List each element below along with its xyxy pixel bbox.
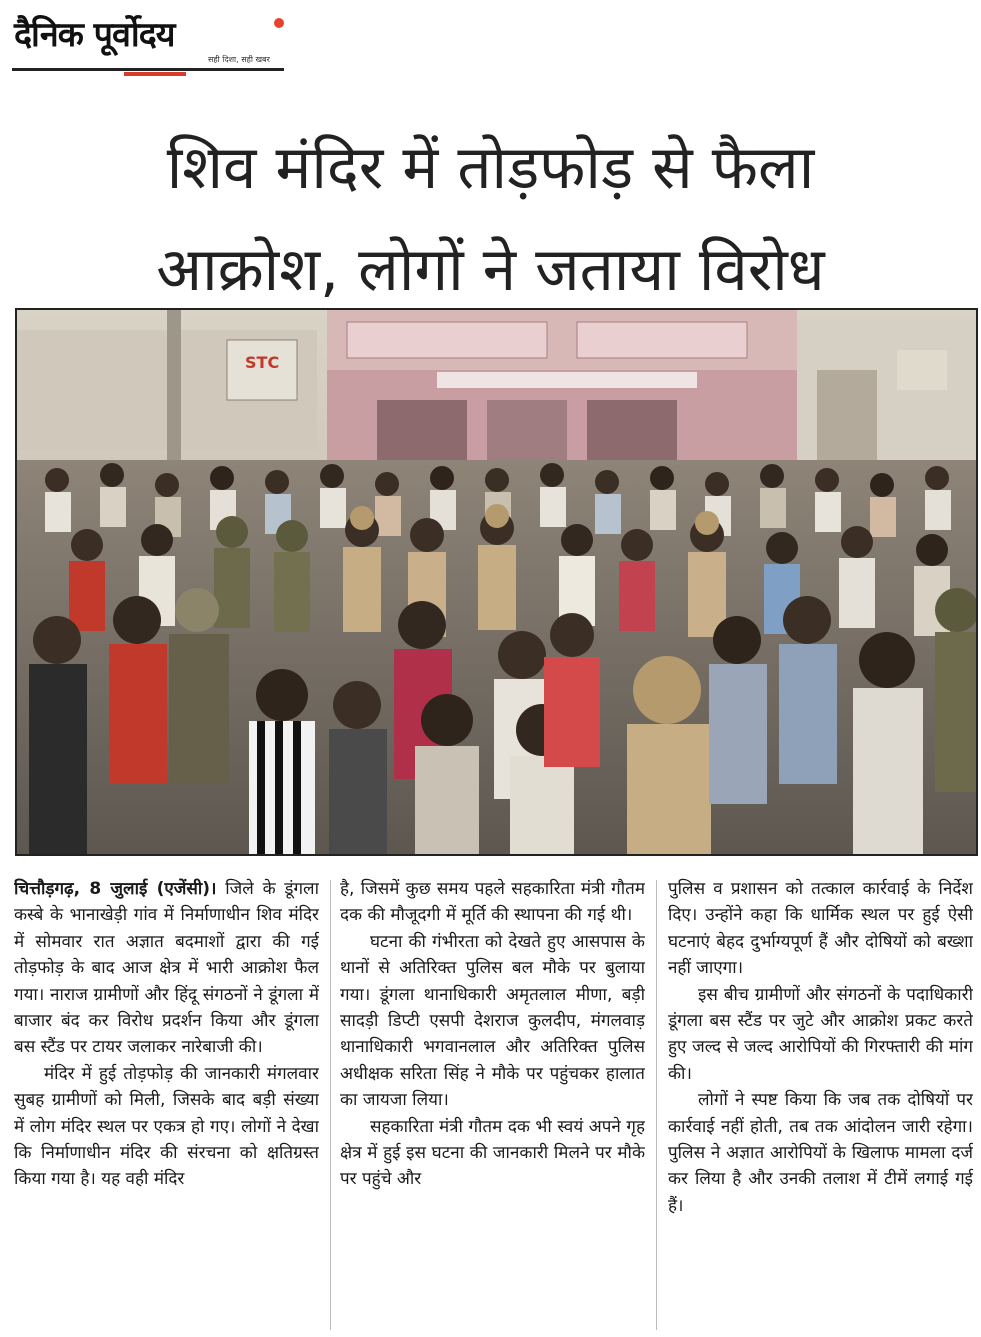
- article-paragraph: है, जिसमें कुछ समय पहले सहकारिता मंत्री गौतम दक की मौजूदगी में मूर्ति की स्थापना की गई थी।: [340, 879, 645, 926]
- article-column-3: [668, 876, 973, 1336]
- article-column-1: [14, 876, 319, 1336]
- article-column-2: [340, 876, 645, 1336]
- column-divider: [330, 880, 331, 1330]
- police-helmet: [633, 656, 701, 724]
- article-paragraph: सहकारिता मंत्री गौतम दक भी स्वयं अपने गृह क्षेत्र में हुई इस घटना की जानकारी मिलने पर मौके पर पहुंचे और: [340, 1116, 645, 1190]
- shop-sign-stc: STC: [245, 353, 280, 372]
- news-photo-protest-crowd: [15, 308, 978, 856]
- article-paragraph: इस बीच ग्रामीणों और संगठनों के पदाधिकारी डूंगला बस स्टैंड पर जुटे और आक्रोश प्रकट करते हुए जल्द से जल्द आरोपियों की गिरफ्तारी की मांग की।: [668, 984, 973, 1084]
- masthead-logo-dot: [274, 18, 284, 28]
- pole: [167, 310, 181, 460]
- article-paragraph: लोगों ने स्पष्ट किया कि जब तक दोषियों पर कार्रवाई नहीं होती, तब तक आंदोलन जारी रहेगा। पुलिस ने अज्ञात आरोपियों के खिलाफ मामला दर्ज कर लिया है और उनकी तलाश में टीमें लगाई गई हैं।: [668, 1090, 973, 1216]
- newspaper-masthead: [12, 6, 284, 72]
- column-divider: [656, 880, 657, 1330]
- newspaper-tagline: सही दिशा, सही खबर: [208, 55, 270, 64]
- newspaper-name: दैनिक पूर्वोदय: [14, 15, 175, 55]
- headline-line-1: शिव मंदिर में तोड़फोड़ से फैला: [166, 133, 815, 204]
- article-paragraph: घटना की गंभीरता को देखते हुए आसपास के थानों से अतिरिक्त पुलिस बल मौके पर बुलाया गया। डूंगला थानाधिकारी अमृतलाल मीणा, बड़ी सादड़ी डिप्टी एसपी देशराज कुलदीप, मंगलवाड़ थानाधिकारी भगवानलाल और अतिरिक्त पुलिस अधीक्षक सरिता सिंह ने मौके पर पहुंचकर हालात का जायजा लिया।: [340, 931, 645, 1111]
- article-paragraph: मंदिर में हुई तोड़फोड़ की जानकारी मंगलवार सुबह ग्रामीणों को मिली, जिसके बाद बड़ी संख्या में लोग मंदिर स्थल पर एकत्र हो गए। लोगों ने देखा कि निर्माणाधीन मंदिर की संरचना को क्षतिग्रस्त किया गया है। यह वही मंदिर: [14, 1063, 319, 1190]
- article-paragraph: पुलिस व प्रशासन को तत्काल कार्रवाई के निर्देश दिए। उन्होंने कहा कि धार्मिक स्थल पर हुई ऐसी घटनाएं बेहद दुर्भाग्यपूर्ण हैं और दोषियों को बख्शा नहीं जाएगा।: [668, 879, 973, 979]
- headline-line-2: आक्रोश, लोगों ने जताया विरोध: [156, 235, 825, 306]
- masthead-accent-bar: [124, 72, 186, 76]
- protest-crowd-illustration: [17, 310, 976, 854]
- masthead-underline: [12, 68, 284, 71]
- article-text: जिले के डूंगला कस्बे के भानाखेड़ी गांव में निर्माणाधीन शिव मंदिर में सोमवार रात अज्ञात बदमाशों द्वारा की गई तोड़फोड़ के बाद आज क्षेत्र में भारी आक्रोश फैल गया। नाराज ग्रामीणों और हिंदू संगठनों ने डूंगला में बाजार बंद कर विरोध प्रदर्शन किया और डूंगला बस स्टैंड पर टायर जलाकर नारेबाजी की।: [14, 879, 319, 1058]
- article-dateline: चित्तौड़गढ़, 8 जुलाई (एजेंसी)।: [14, 879, 217, 899]
- article-paragraph: [14, 876, 319, 1061]
